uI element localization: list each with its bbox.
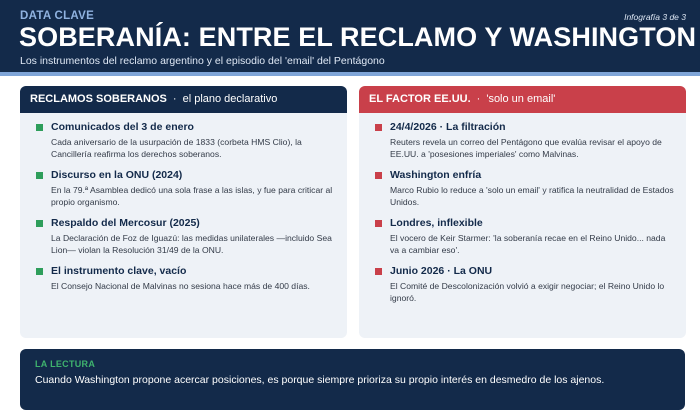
item-text: El vocero de Keir Starmer: 'la soberanía recae en el Reino Unido... nada va a cambiar eso'. (390, 233, 666, 255)
item-title: Washington enfría (390, 169, 482, 181)
page-indicator: Infografía 3 de 3 (624, 12, 686, 22)
left-panel-items (20, 113, 347, 292)
list-item (36, 265, 335, 292)
item-title: Londres, inflexible (390, 217, 483, 229)
list-item (36, 217, 335, 256)
bullet-square-icon (375, 220, 382, 227)
bullet-square-icon (375, 268, 382, 275)
right-panel-header (359, 86, 686, 113)
right-panel (359, 86, 686, 338)
footer-box (20, 349, 685, 410)
page-title: SOBERANÍA: ENTRE EL RECLAMO Y WASHINGTON (19, 22, 697, 52)
right-panel-items (359, 113, 686, 304)
list-item (36, 169, 335, 208)
list-item (375, 169, 674, 208)
item-title: Junio 2026 · La ONU (390, 265, 493, 277)
kicker: DATA CLAVE (20, 10, 95, 22)
right-panel-separator: · (476, 93, 481, 105)
footer-text: Cuando Washington propone acercar posiciones, es porque siempre prioriza su propio interés en desmedro de los ajenos. (35, 374, 605, 386)
bullet-square-icon (36, 220, 43, 227)
left-panel (20, 86, 347, 338)
item-title: Respaldo del Mercosur (2025) (51, 217, 200, 229)
item-title: 24/4/2026 · La filtración (390, 121, 506, 133)
left-panel-separator: · (172, 93, 177, 105)
page-subtitle: Los instrumentos del reclamo argentino y el episodio del 'email' del Pentágono (20, 55, 385, 67)
bullet-square-icon (375, 124, 382, 131)
bullet-square-icon (375, 172, 382, 179)
item-text: La Declaración de Foz de Iguazú: las medidas unilaterales —incluido Sea Lion— violan la Resolución 31/49 de la ONU. (51, 233, 332, 255)
item-text: El Comité de Descolonización volvió a exigir negociar; el Reino Unido lo ignoró. (390, 281, 665, 303)
item-title: Comunicados del 3 de enero (51, 121, 194, 133)
list-item (375, 217, 674, 256)
list-item (375, 121, 674, 160)
left-panel-subtitle: el plano declarativo (182, 93, 278, 105)
item-title: Discurso en la ONU (2024) (51, 169, 183, 181)
bullet-square-icon (36, 124, 43, 131)
item-text: Marco Rubio lo reduce a 'solo un email' y ratifica la neutralidad de Estados Unidos. (390, 185, 674, 207)
header (0, 0, 700, 72)
right-panel-subtitle: 'solo un email' (486, 93, 556, 105)
header-accent-bar (0, 72, 700, 76)
item-title: El instrumento clave, vacío (51, 265, 187, 277)
list-item (375, 265, 674, 304)
right-panel-title: EL FACTOR EE.UU. (369, 93, 471, 105)
bullet-square-icon (36, 172, 43, 179)
footer-label: LA LECTURA (35, 359, 96, 369)
list-item (36, 121, 335, 160)
bullet-square-icon (36, 268, 43, 275)
left-panel-title: RECLAMOS SOBERANOS (30, 93, 167, 105)
item-text: En la 79.ª Asamblea dedicó una sola frase a las islas, y fue para criticar al propio organismo. (51, 185, 333, 207)
item-text: Reuters revela un correo del Pentágono que evalúa revisar el apoyo de EE.UU. a 'posesiones imperiales' como Malvinas. (390, 137, 662, 159)
item-text: El Consejo Nacional de Malvinas no sesiona hace más de 400 días. (51, 281, 310, 291)
left-panel-header (20, 86, 347, 113)
item-text: Cada aniversario de la usurpación de 1833 (corbeta HMS Clio), la Cancillería reafirma los derechos soberanos. (51, 137, 302, 159)
